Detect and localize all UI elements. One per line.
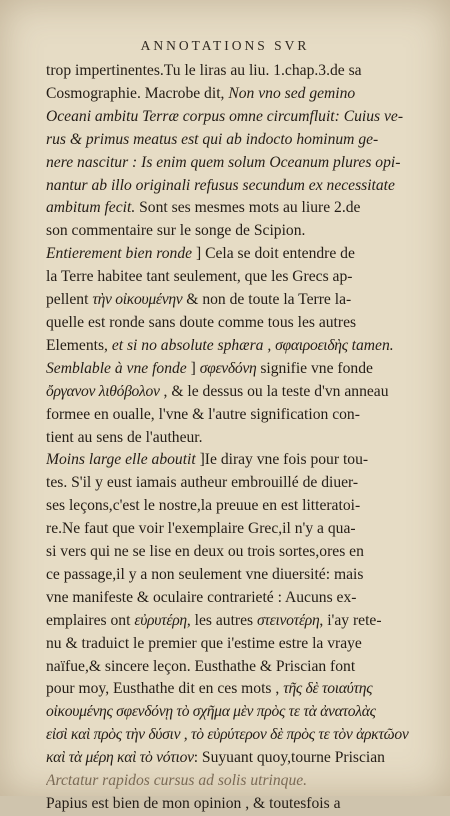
text-line — [46, 587, 430, 610]
text-line — [46, 770, 430, 793]
greek-text: σφενδόνη — [199, 359, 257, 377]
text-line — [46, 518, 430, 541]
text-run: tient au sens de l'autheur. — [46, 428, 203, 446]
text-run: emplaires ont — [46, 611, 135, 629]
text-run: pour moy, Eusthathe dit en ces mots , — [46, 680, 284, 698]
text-run: Elements, — [46, 336, 112, 354]
italic-text: tamen. — [347, 336, 394, 354]
greek-text: στεινοτέρη — [257, 611, 320, 629]
greek-text: εὐρυτέρη — [134, 611, 187, 629]
text-line — [46, 701, 430, 724]
italic-text: nantur ab illo originali refusus secundum ex necessitate — [46, 176, 395, 194]
text-run: , i'ay rete- — [319, 611, 382, 629]
text-run: Cosmographie. Macrobe dit, — [46, 84, 229, 102]
greek-text: ὄργανον λιθόβολον — [46, 382, 160, 400]
italic-text: Non vno sed gemino — [228, 84, 356, 102]
text-line — [46, 266, 430, 289]
text-line — [46, 152, 430, 175]
text-line — [46, 335, 430, 358]
text-run: formee en oualle, l'vne & l'autre signification con- — [46, 405, 360, 423]
greek-text: καὶ τὰ μέρη καὶ τὸ νότιον — [46, 749, 194, 767]
text-line — [46, 427, 430, 450]
text-line — [46, 724, 430, 747]
text-line — [46, 243, 430, 266]
text-run: , & le dessus ou la teste d'vn anneau — [159, 382, 389, 400]
text-line — [46, 472, 430, 495]
text-run: trop impertinentes.Tu le liras au liu. 1.chap.3.de sa — [46, 62, 362, 79]
greek-text: σφαιροειδὴς — [275, 336, 348, 354]
text-line — [46, 747, 430, 770]
text-run: , les autres — [186, 611, 257, 629]
text-run: tes. S'il y eust iamais autheur embrouillé de diuer- — [46, 474, 359, 492]
text-run: : Suyuant quoy,tourne Priscian — [193, 749, 385, 767]
text-run: pellent — [46, 291, 93, 309]
text-run: & non de toute la Terre la- — [182, 291, 352, 309]
italic-text: Semblable à vne fonde — [46, 359, 191, 377]
text-run: ] — [190, 359, 200, 377]
italic-text: nere nascitur : Is enim quem solum Oceanum plures opi- — [46, 153, 401, 171]
text-run: Sont ses mesmes mots au liure 2.de — [139, 199, 361, 217]
text-run: naïfue,& sincere leçon. Eusthathe & Priscian font — [46, 657, 356, 675]
text-run: nu & traduict le premier que i'estime estre la vraye — [46, 634, 362, 652]
italic-text: ambitum fecit. — [46, 199, 140, 217]
greek-text: τῆς δὲ τοιαύτης — [283, 680, 373, 698]
text-line — [46, 60, 430, 83]
text-run: Papius est bien de mon opinion , & toutesfois a — [46, 795, 341, 812]
text-line — [46, 220, 430, 243]
italic-text: & primus meatus est qui ab indocto hominum ge- — [69, 130, 379, 148]
text-run: la Terre habitee tant seulement, que les Grecs ap- — [46, 268, 353, 286]
text-line — [46, 633, 430, 656]
text-run: ]Ie diray vne fois pour tou- — [199, 451, 369, 469]
text-line — [46, 358, 430, 381]
text-line — [46, 381, 430, 404]
text-line — [46, 656, 430, 679]
text-line — [46, 404, 430, 427]
text-line — [46, 495, 430, 518]
greek-text: εἰσὶ καὶ πρὸς τὴν δύσιν , τὸ εὐρύτερον δὲ πρὸς τε τὸν ἀρκτῶον — [46, 726, 409, 744]
text-line — [46, 197, 430, 220]
text-line — [46, 175, 430, 198]
annotation-text-block — [46, 60, 430, 816]
text-line — [46, 793, 430, 816]
text-line — [46, 541, 430, 564]
text-run: ses leçons,c'est le nostre,la preuue en est litteratoi- — [46, 497, 361, 515]
italic-text: et si no absolute sphæra , — [111, 336, 276, 354]
text-run: vne manifeste & oculaire contrarieté : Aucuns ex- — [46, 588, 357, 606]
text-line — [46, 564, 430, 587]
text-run: quelle est ronde sans doute comme tous les autres — [46, 313, 357, 331]
italic-text: Entierement bien ronde — [46, 245, 196, 263]
text-run: si vers qui ne se lise en deux ou trois sortes,ores en — [46, 543, 364, 561]
text-line — [46, 106, 430, 129]
running-head: ANNOTATIONS SVR — [140, 38, 310, 53]
text-run: son commentaire sur le songe de Scipion. — [46, 222, 306, 240]
text-line — [46, 678, 430, 701]
text-line — [46, 610, 430, 633]
text-run: ] Cela se doit entendre de — [195, 245, 355, 263]
text-run: ce passage,il y a non seulement vne diuersité: mais — [46, 565, 364, 583]
greek-text: οἰκουμένης σφενδόνῃ τὸ σχῆμα μὲν πρὸς τε τὰ ἀνατολὰς — [46, 703, 376, 721]
text-line — [46, 312, 430, 335]
italic-text: rus — [46, 130, 70, 148]
text-line — [46, 449, 430, 472]
text-line — [46, 83, 430, 106]
italic-text: Oceani ambitu Terræ corpus omne circumfluit: Cuius ve- — [46, 107, 404, 125]
italic-text: Arctatur rapidos cursus ad solis utrinque. — [46, 772, 308, 790]
text-run: re.Ne faut que voir l'exemplaire Grec,il n'y a qua- — [46, 520, 356, 538]
text-line — [46, 129, 430, 152]
italic-text: Moins large elle aboutit — [46, 451, 200, 469]
greek-text: τὴν οἰκουμένην — [92, 291, 183, 309]
text-line — [46, 289, 430, 312]
text-run: signifie vne fonde — [256, 359, 373, 377]
